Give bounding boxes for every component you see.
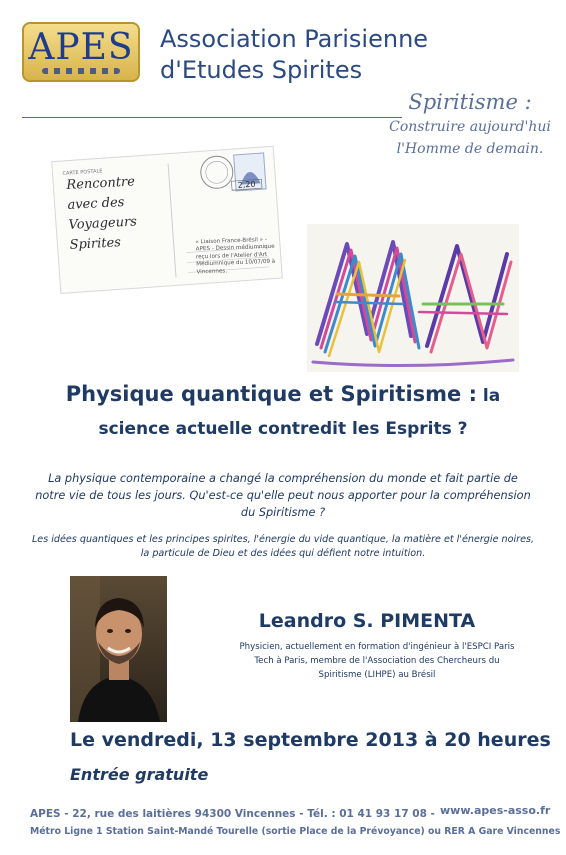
motto-line1: Spiritisme : [408, 90, 532, 114]
handwriting-line: avec des [67, 194, 125, 213]
stamp-value: 2,20 [237, 179, 256, 190]
speaker-bio [212, 640, 542, 682]
association-name-line2: d'Etudes Spirites [160, 56, 363, 84]
association-name [160, 24, 428, 86]
logo-ornament [42, 68, 120, 74]
motto-line3: l'Homme de demain. [396, 141, 544, 157]
event-title [10, 378, 556, 446]
event-intro [0, 470, 566, 521]
event-title-part1: Physique quantique et Spiritisme : [65, 382, 477, 406]
event-description [0, 533, 566, 561]
description-line: Les idées quantiques et les principes spirites, l'énergie du vide quantique, la matière et l'énergie noires, [31, 534, 535, 545]
speaker-name: Leandro S. PIMENTA [258, 610, 476, 632]
handwriting-line: Voyageurs [68, 214, 138, 233]
postcard-handwriting [66, 170, 180, 256]
speaker-bio-line: Physicien, actuellement en formation d'ingénieur à l'ESPCI Paris [239, 642, 515, 652]
association-name-line1: Association Parisienne [160, 25, 429, 53]
intro-line: du Spiritisme ? [240, 506, 326, 519]
speaker-photo [70, 576, 167, 722]
entry-info: Entrée gratuite [70, 765, 209, 784]
description-line: la particule de Dieu et des idées qui défient notre intuition. [140, 548, 426, 559]
postcard-label: CARTE POSTALE [62, 168, 103, 178]
mediumistic-drawing-image [307, 224, 519, 372]
event-title-line2: science actuelle contredit les Esprits ? [98, 419, 468, 439]
footer-website-link[interactable]: www.apes-asso.fr [440, 804, 551, 817]
footer-metro-info: Métro Ligne 1 Station Saint-Mandé Tourelle (sortie Place de la Prévoyance) ou RER A Gare Vincennes [30, 826, 561, 837]
event-date: Le vendredi, 13 septembre 2013 à 20 heures [70, 729, 551, 751]
speaker-bio-line: Spiritisme (LIHPE) au Brésil [318, 670, 436, 680]
intro-line: notre vie de tous les jours. Qu'est-ce qu'elle peut nous apporter pour la compréhension [35, 489, 531, 502]
apes-logo [22, 22, 140, 82]
event-title-part2: la [477, 386, 501, 406]
handwriting-line: Rencontre [66, 174, 136, 193]
motto-line2: Construire aujourd'hui [389, 119, 551, 135]
postcard-caption: « Liaison France-Brésil » - APES - Dessin médiumnique reçu lors de l'Atelier d'Art Médiumnique du 10/07/09 à Vincennes. [195, 236, 276, 276]
header-divider [22, 117, 402, 118]
motto [385, 88, 555, 160]
intro-line: La physique contemporaine a changé la compréhension du monde et fait partie de [48, 472, 518, 485]
speaker-bio-line: Tech à Paris, membre de l'Association des Chercheurs du [254, 656, 500, 666]
handwriting-line: Spirites [69, 235, 122, 253]
logo-text: APES [28, 27, 134, 68]
footer-address: APES - 22, rue des laitières 94300 Vincennes - Tél. : 01 41 93 17 08 - [30, 808, 435, 820]
